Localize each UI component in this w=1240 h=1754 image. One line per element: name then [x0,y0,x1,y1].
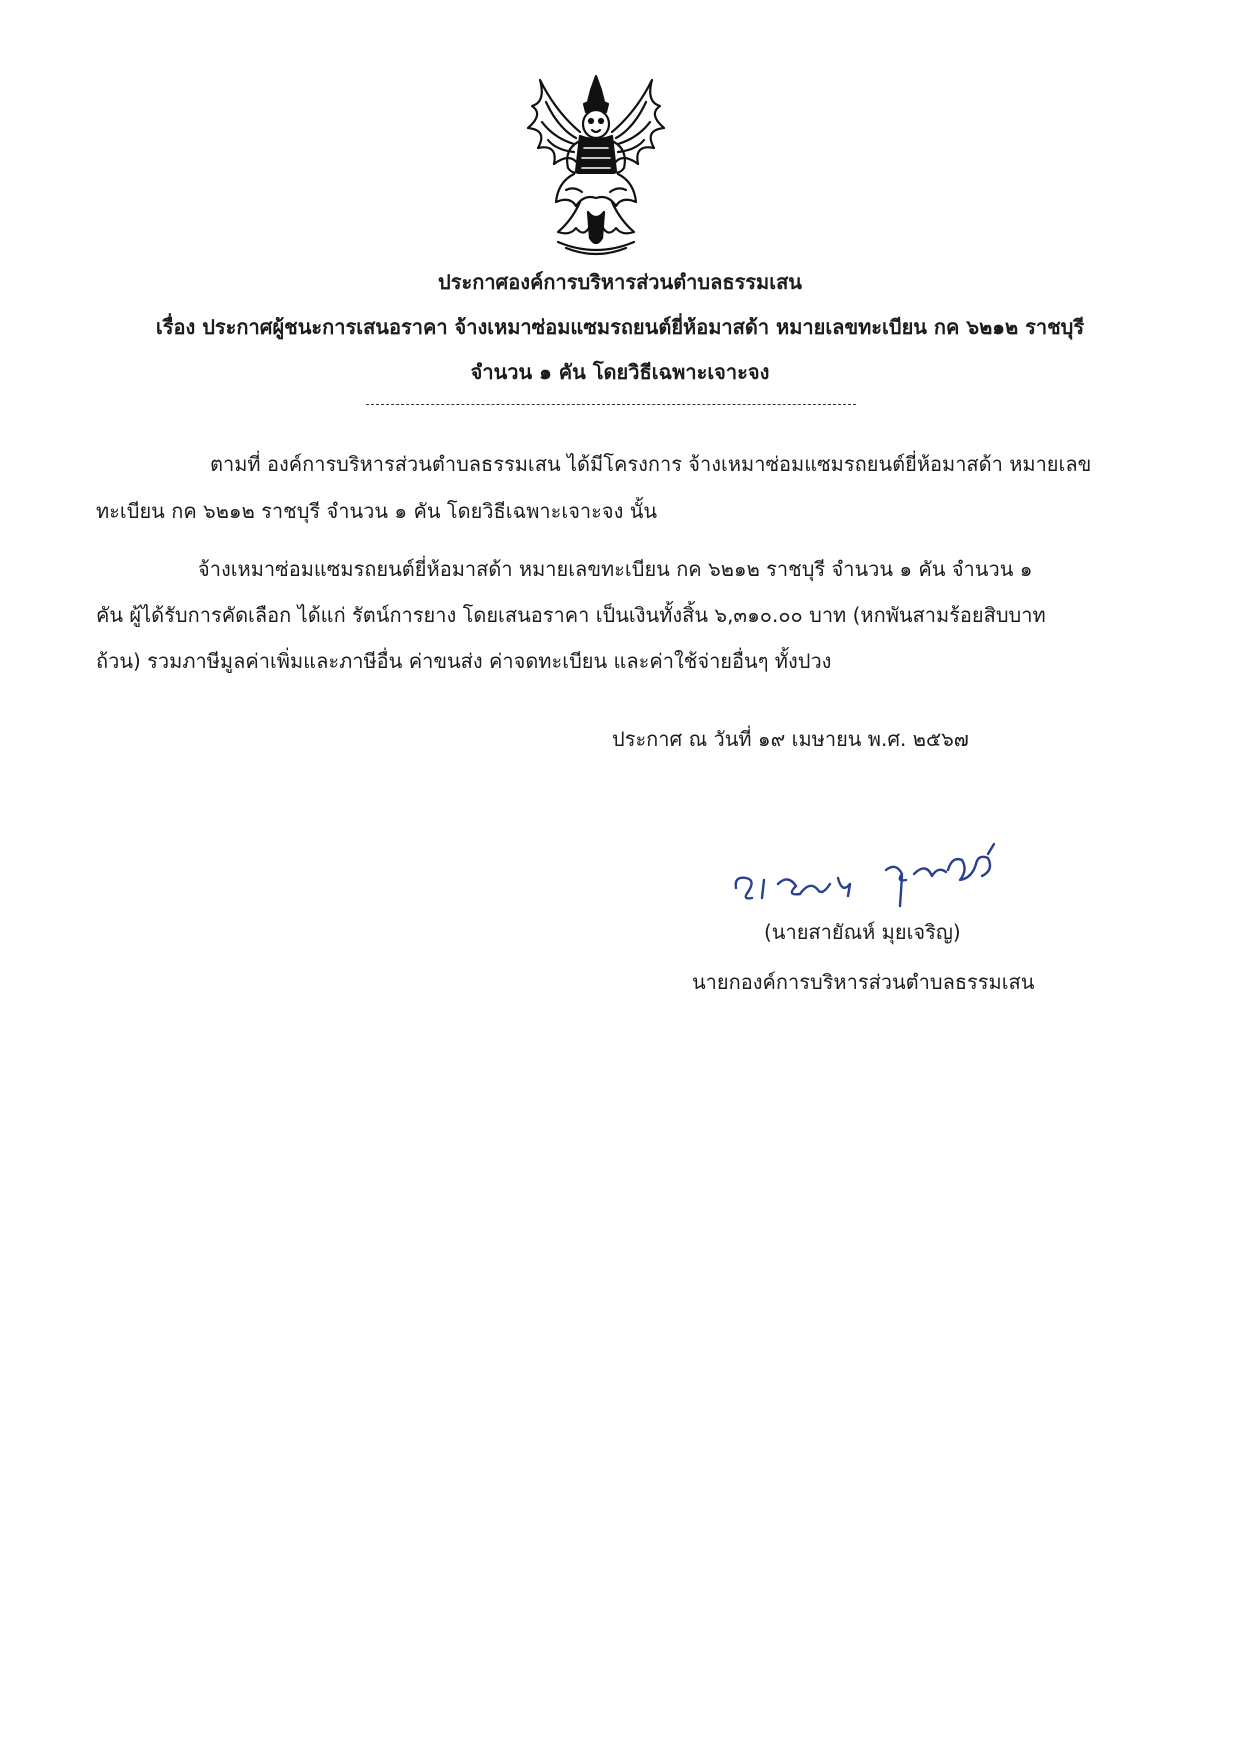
paragraph-2-line-2: คัน ผู้ได้รับการคัดเลือก ได้แก่ รัตน์การยาง โดยเสนอราคา เป็นเงินทั้งสิ้น ๖,๓๑๐.๐๐ บาท (หกพันสามร้อยสิบบาท [96,603,1046,627]
garuda-emblem-icon [518,72,674,258]
handwritten-signature-icon [726,840,1016,910]
paragraph-1-line-1: ตามที่ องค์การบริหารส่วนตำบลธรรมเสน ได้มีโครงการ จ้างเหมาซ่อมแซมรถยนต์ยี่ห้อมาสด้า หมายเลข [210,452,1092,476]
announcement-title: ประกาศองค์การบริหารส่วนตำบลธรรมเสน [438,270,802,294]
paragraph-2-line-1: จ้างเหมาซ่อมแซมรถยนต์ยี่ห้อมาสด้า หมายเลขทะเบียน กค ๖๒๑๒ ราชบุรี จำนวน ๑ คัน จำนวน ๑ [198,557,1033,581]
announcement-subject-continued: จำนวน ๑ คัน โดยวิธีเฉพาะเจาะจง [470,360,770,384]
paragraph-1-line-2: ทะเบียน กค ๖๒๑๒ ราชบุรี จำนวน ๑ คัน โดยวิธีเฉพาะเจาะจง นั้น [96,499,658,523]
signer-name: (นายสายัณห์ มุยเจริญ) [764,920,961,944]
announcement-subject: เรื่อง ประกาศผู้ชนะการเสนอราคา จ้างเหมาซ่อมแซมรถยนต์ยี่ห้อมาสด้า หมายเลขทะเบียน กค ๖๒๑๒ ราชบุรี [155,315,1085,339]
paragraph-2-line-3: ถ้วน) รวมภาษีมูลค่าเพิ่มและภาษีอื่น ค่าขนส่ง ค่าจดทะเบียน และค่าใช้จ่ายอื่นๆ ทั้งปวง [96,649,832,673]
announcement-date: ประกาศ ณ วันที่ ๑๙ เมษายน พ.ศ. ๒๕๖๗ [612,727,969,751]
signer-title: นายกองค์การบริหารส่วนตำบลธรรมเสน [692,970,1035,994]
header-divider [366,404,856,405]
